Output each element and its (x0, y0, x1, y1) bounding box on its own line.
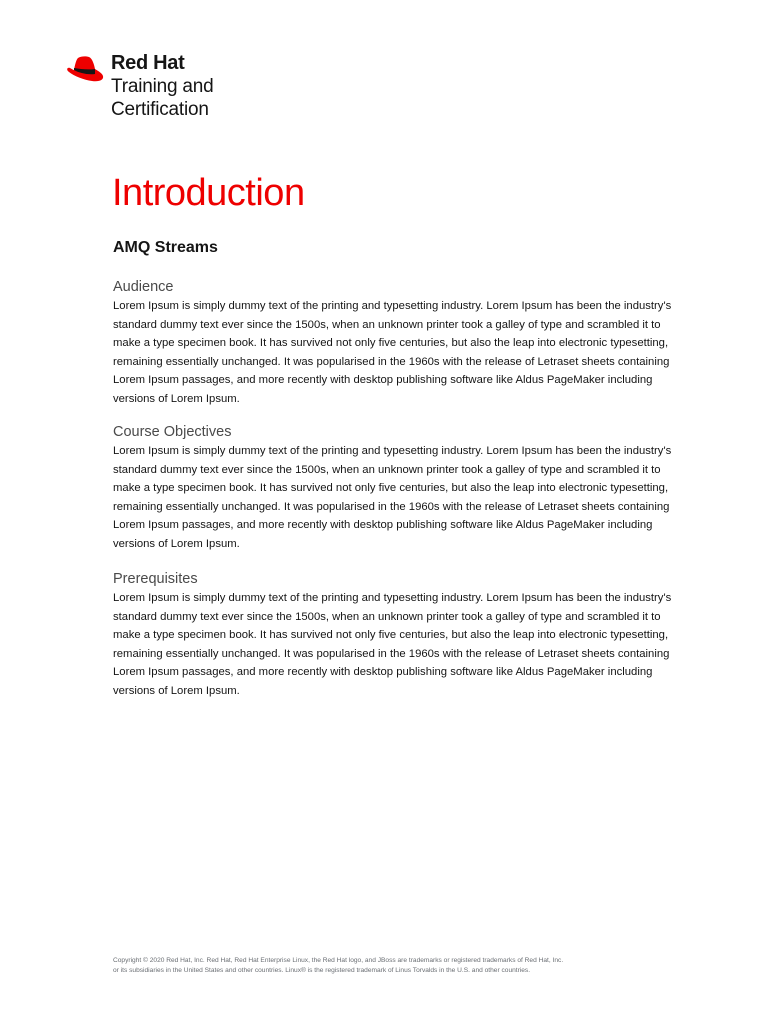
page-title: Introduction (112, 172, 305, 214)
footer-line-1: Copyright © 2020 Red Hat, Inc. Red Hat, Red Hat Enterprise Linux, the Red Hat logo, and JBoss are trademarks or registered trademarks of Red Hat, Inc. (113, 957, 564, 964)
section-body: Lorem Ipsum is simply dummy text of the printing and typesetting industry. Lorem Ipsum has been the industry's standard dummy text ever since the 1500s, when an unknown printer took a galley of type and scrambled it to make a type specimen book. It has survived not only five centuries, but also the leap into electronic typesetting, remaining essentially unchanged. It was popularised in the 1960s with the release of Letraset sheets containing Lorem Ipsum passages, and more recently with desktop publishing software like Aldus PageMaker including versions of Lorem Ipsum. (113, 445, 672, 550)
section-body: Lorem Ipsum is simply dummy text of the printing and typesetting industry. Lorem Ipsum has been the industry's standard dummy text ever since the 1500s, when an unknown printer took a galley of type and scrambled it to make a type specimen book. It has survived not only five centuries, but also the leap into electronic typesetting, remaining essentially unchanged. It was popularised in the 1960s with the release of Letraset sheets containing Lorem Ipsum passages, and more recently with desktop publishing software like Aldus PageMaker including versions of Lorem Ipsum. (113, 592, 672, 697)
section-heading: Prerequisites (113, 571, 198, 587)
section-body: Lorem Ipsum is simply dummy text of the printing and typesetting industry. Lorem Ipsum has been the industry's standard dummy text ever since the 1500s, when an unknown printer took a galley of type and scrambled it to make a type specimen book. It has survived not only five centuries, but also the leap into electronic typesetting, remaining essentially unchanged. It was popularised in the 1960s with the release of Letraset sheets containing Lorem Ipsum passages, and more recently with desktop publishing software like Aldus PageMaker including versions of Lorem Ipsum. (113, 300, 672, 405)
section-course-objectives (113, 422, 673, 554)
section-heading: Audience (113, 279, 174, 295)
course-name: AMQ Streams (113, 239, 218, 256)
section-heading: Course Objectives (113, 424, 232, 440)
footer-line-2: or its subsidiaries in the United States and other countries. Linux® is the registered trademark of Linus Torvalds in the U.S. and other countries. (113, 967, 531, 974)
logo-brand-text: Red Hat (111, 52, 185, 74)
red-hat-fedora-icon (64, 55, 106, 89)
section-audience (113, 277, 673, 409)
brand-logo (64, 52, 214, 121)
section-prerequisites (113, 569, 673, 701)
logo-line-1: Training and (111, 76, 214, 97)
logo-line-2: Certification (111, 99, 209, 120)
copyright-footer (113, 956, 673, 976)
